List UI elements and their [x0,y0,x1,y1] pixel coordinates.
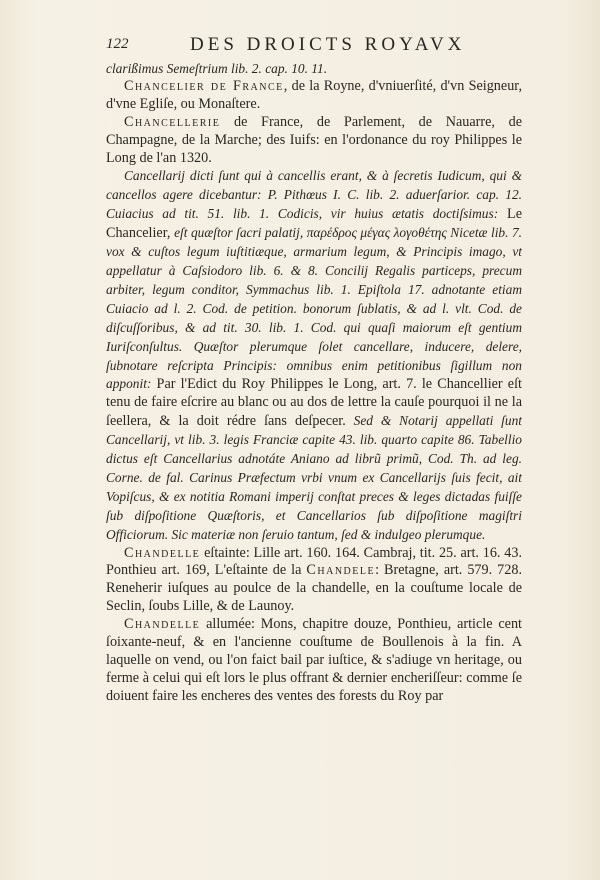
latin-text: eſt quæſtor ſacri palatij, παρέδρος μέγας λογοθέτης Nicetæ lib. 7. vox & cuſtos legum iuſtitiæque, armarium legum, & Principis imago, vt appellatur à Caſsiodoro lib. 6. & 8. Concilij Regalis particeps, precum arbiter, legum conditor, Symmachus lib. 1. Epiſtola 17. adnotante etiam Cuiacio ad l. 2. Cod. de petition. bonorum ſublatis, & ad l. vlt. Cod. de diſcuſſoribus, & ad tit. 30. lib. 1. Cod. qui quaſi maiorum eſt gentium Iuriſconſultus. Quæſtor plerumque ſolet cancellare, inducere, delere, ſubnotare reſcripta Principis: omnibus enim petitionibus ſigillum non apponit: [106,225,522,392]
entry-headword: Chancelier de France [124,77,284,94]
french-text: Par l'Edict du Roy Philippes le Long, art. 7. le Chancellier eſt tenu de faire eſcrire au blanc ou au dos de lettre la cauſe pourquoi il ne la ſeellera, & la doit rédre ſans deſpecer. [106,376,522,430]
french-text: Le Chancelier, [106,206,522,242]
running-title: DES DROICTS ROYAVX [190,34,466,55]
citation-line: clarißimus Semeſtrium lib. 2. cap. 10. 11. [106,61,328,76]
page-header [106,34,526,58]
entry-text: de France, de Parlement, de Nauarre, de Champagne, de la Marche; des Iuifs: en l'ordonance du roy Philippes le Long de l'an 1320. [106,113,522,166]
entry-chancellerie [106,114,522,168]
latin-text: Cancellarij dicti ſunt qui à cancellis erant, & à ſecretis Iudicum, qui & cancellos agere dicebantur: P. Pithœus I. C. lib. 2. aduerſarior. cap. 12. Cuiacius ad tit. 51. lib. 1. Codicis, vir huius ætatis doctiſsimus: [106,168,522,222]
entry-text: eſtainte: Lille art. 160. 164. Cambraj, tit. 25. art. 16. 43. Ponthieu art. 169, L'eſtainte de la [106,544,522,579]
entry-chancelier [106,78,522,114]
entry-headword: Chandelle [124,616,201,633]
entry-chandelle-allumee [106,616,522,706]
entry-headword: Chandelle [124,544,201,561]
entry-headword: Chandele [306,562,376,579]
latin-commentary [106,167,522,544]
entry-text: : Bretagne, art. 579. 728. Reneherir iuſques au poulce de la chandelle, en la couſtume locale de Seclin, ſoubs Lille, & de Launoy. [106,562,522,615]
latin-text: Sed & Notarij appellati ſunt Cancellarij, vt lib. 3. legis Franciæ capite 43. lib. quarto capite 86. Tabellio dictus eſt Cancellarius adnotáte Aniano ad librũ primũ, Cod. Th. ad leg. Corne. de fal. Carinus Præfectum vrbi vnum ex Cancellarijs ſuis fecit, ait Vopiſcus, & ex notitia Romani imperij conſtat preces & leges dictadas fuiſſe ſub diſpoſitione Quæſtoris, et Cancellarios ſub diſpoſitione magiſtri Officiorum. Sic materiæ non ſeruio tantum, ſed & indulgeo plerumque. [106,413,522,542]
body-text [106,60,522,706]
entry-text: , de la Royne, d'vniuerſité, d'vn Seigneur, d'vne Egliſe, ou Monaſtere. [106,77,522,112]
entry-headword: Chancellerie [124,113,221,130]
page-number: 122 [106,36,129,52]
entry-text: allumée: Mons, chapitre douze, Ponthieu, article cent ſoixante-neuf, & en l'ancienne couſtume de Boullenois à la fin. A laquelle on vend, ou l'on faict bail par iuſtice, & s'adiuge vn heritage, ou ferme à celui qui eſt lors le plus offrant & dernier encheriſſeur: comme ſe doiuent faire les encheres des ventes des forests du Roy par [106,616,522,704]
entry-chandelle-estainte [106,545,522,617]
